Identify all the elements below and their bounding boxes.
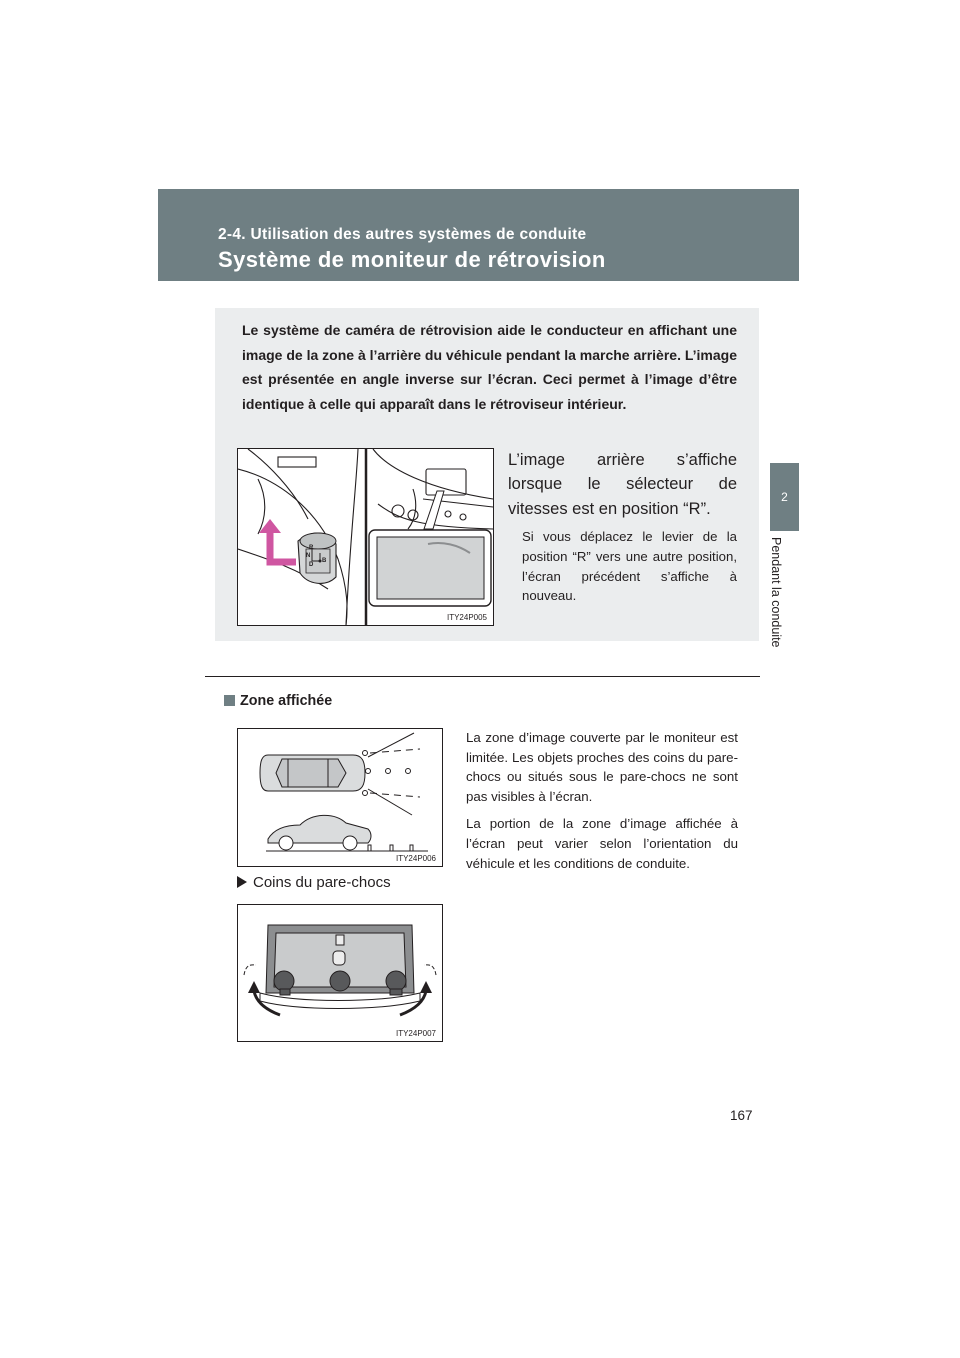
- displayed-area-illustration: [238, 729, 442, 866]
- chapter-side-label: [769, 537, 793, 667]
- section-heading: [224, 693, 332, 709]
- gear-label-d: D: [309, 562, 314, 568]
- section-heading-text: Zone affichée: [240, 693, 333, 709]
- gear-label-r: R: [309, 545, 314, 551]
- bullet-text: Coins du pare-chocs: [253, 874, 391, 891]
- square-bullet-icon: [224, 695, 235, 706]
- zone-description: [466, 728, 738, 881]
- gear-label-b: B: [322, 558, 327, 564]
- chapter-title: Pendant la conduite: [769, 537, 783, 648]
- note-description: Si vous déplacez le levier de la position “R” vers une autre position, l’écran précédent s’affiche à nouveau.: [522, 529, 737, 604]
- figure-code: ITY24P007: [395, 1029, 436, 1038]
- section-divider: [205, 676, 760, 677]
- shift-arrow-icon: [270, 529, 296, 562]
- gear-label-n: N: [306, 553, 311, 559]
- figure-shift-lever: [237, 448, 494, 626]
- section-header: [158, 189, 799, 281]
- chapter-number: 2: [781, 490, 788, 504]
- intro-text: Le système de caméra de rétrovision aide le conducteur en affichant une image de la zone à l’arrière du véhicule pendant la marche arrière. L’image est présentée en angle inverse sur l’écran. Ceci permet à l’image d’être identique à celle qui apparaît dans le rétroviseur intérieur.: [242, 322, 737, 412]
- chapter-tab: [770, 463, 799, 531]
- page-title: Système de moniteur de rétrovision: [218, 247, 606, 272]
- bullet-item: [237, 874, 391, 891]
- figure-code: ITY24P005: [446, 613, 487, 622]
- bumper-corners-illustration: [238, 905, 442, 1041]
- zone-paragraph-1: La zone d’image couverte par le moniteur est limitée. Les objets proches des coins du pare-chocs ou situés sous le pare-chocs ne sont pas visibles à l’écran.: [466, 730, 738, 804]
- page-number: 167: [730, 1108, 753, 1123]
- figure-code: ITY24P006: [395, 854, 436, 863]
- main-description: L’image arrière s’affiche lorsque le sélecteur de vitesses est en position “R”.: [508, 451, 737, 518]
- figure-bumper-corners: [237, 904, 443, 1042]
- triangle-bullet-icon: [237, 876, 247, 888]
- figure-displayed-area: [237, 728, 443, 867]
- shift-lever-illustration: [238, 449, 493, 625]
- section-label: 2-4. Utilisation des autres systèmes de conduite: [218, 226, 587, 243]
- zone-paragraph-2: La portion de la zone d’image affichée à l’écran peut varier selon l’orientation du véhicule et les conditions de conduite.: [466, 816, 738, 871]
